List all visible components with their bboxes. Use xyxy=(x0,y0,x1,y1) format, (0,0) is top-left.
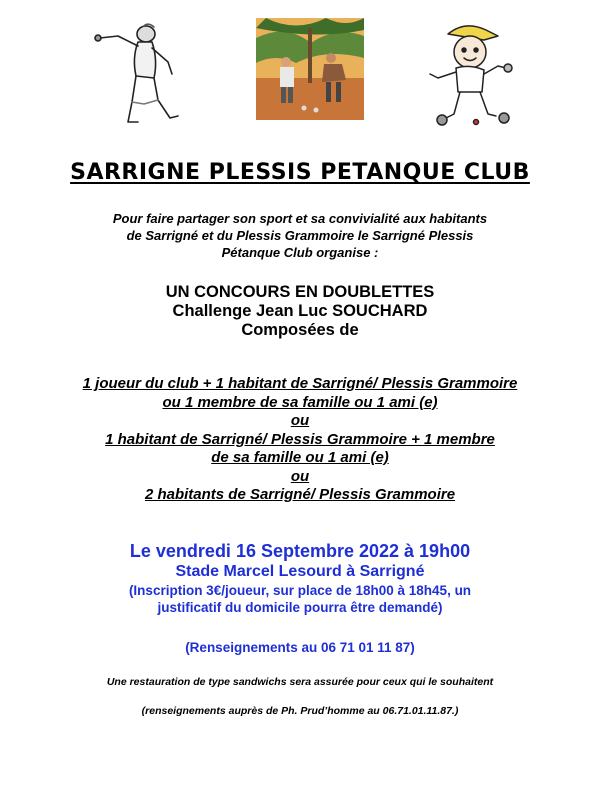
team-composition xyxy=(0,375,600,505)
team-option-1: ou 1 membre de sa famille ou 1 ami (e) xyxy=(162,393,438,411)
separator-or: ou xyxy=(290,467,310,485)
registration-info: justificatif du domicile pourra être demandé) xyxy=(157,600,443,615)
team-option-1: 1 joueur du club + 1 habitant de Sarrigné/ Plessis Grammoire xyxy=(82,375,518,392)
team-option-3: 2 habitants de Sarrigné/ Plessis Grammoire xyxy=(144,486,456,503)
event-heading xyxy=(0,283,600,340)
contact-phone: (Renseignements au 06 71 01 11 87) xyxy=(185,640,415,655)
intro-line: Pour faire partager son sport et sa convivialité aux habitants xyxy=(112,211,488,226)
food-note: Une restauration de type sandwichs sera assurée pour ceux qui le souhaitent xyxy=(106,676,494,688)
event-date: Le vendredi 16 Septembre 2022 à 19h00 xyxy=(129,541,471,561)
registration-info: (Inscription 3€/joueur, sur place de 18h00 à 18h45, un xyxy=(128,583,472,598)
petanque-player-throwing-icon xyxy=(88,18,186,126)
team-option-2: 1 habitant de Sarrigné/ Plessis Grammoire + 1 membre xyxy=(105,430,495,448)
event-line: Challenge Jean Luc SOUCHARD xyxy=(172,302,428,320)
petanque-players-painting xyxy=(256,18,364,120)
team-option-2: de sa famille ou 1 ami (e) xyxy=(211,449,389,466)
intro-line: Pétanque Club organise : xyxy=(221,245,379,260)
event-line: UN CONCOURS EN DOUBLETTES xyxy=(165,283,435,301)
intro-paragraph xyxy=(0,210,600,261)
event-line: Composées de xyxy=(241,321,359,339)
event-place: Stade Marcel Lesourd à Sarrigné xyxy=(175,563,425,580)
club-title: SARRIGNE PLESSIS PETANQUE CLUB xyxy=(70,160,530,185)
event-details xyxy=(0,540,600,616)
info-note: (renseignements auprès de Ph. Prud’homme au 06.71.01.11.87.) xyxy=(141,705,459,717)
petanque-cartoon-mascot-icon xyxy=(420,18,520,126)
separator-or: ou xyxy=(290,412,310,429)
intro-line: de Sarrigné et du Plessis Grammoire le Sarrigné Plessis xyxy=(126,228,474,243)
